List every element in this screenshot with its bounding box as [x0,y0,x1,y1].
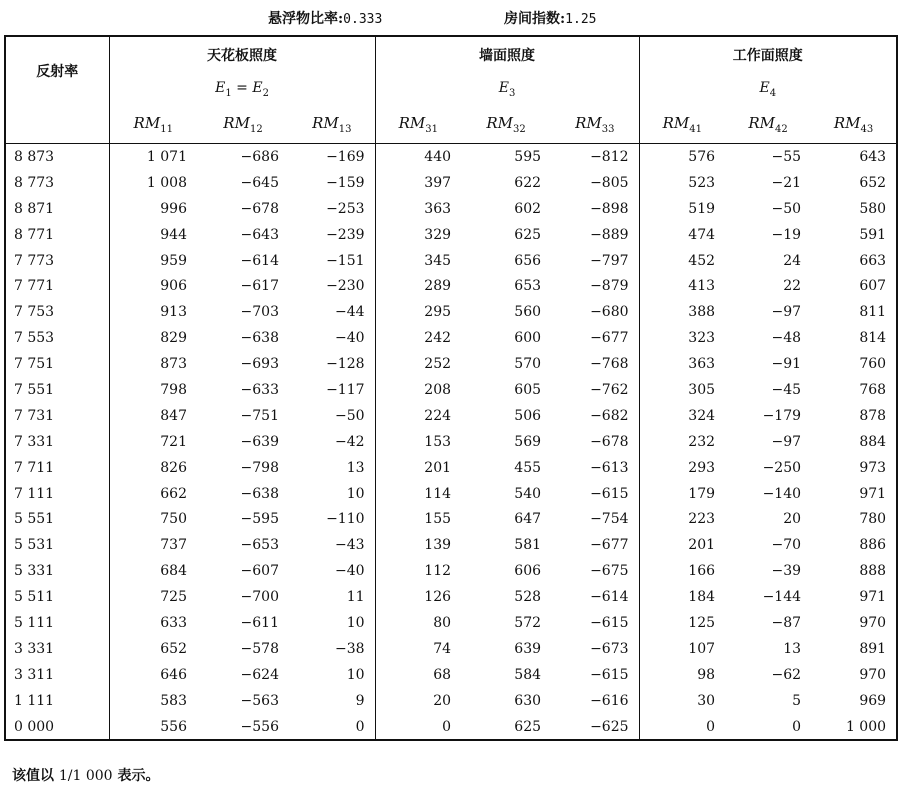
table-row [5,196,897,222]
ceiling-illuminance-header: 天花板照度 [109,36,375,73]
value-cell: −110 [289,506,375,532]
value-cell: −798 [240,459,279,476]
value-cell: 323 [688,330,716,347]
table-row [5,325,897,351]
value-cell: 886 [811,532,897,558]
value-cell: 959 [160,252,187,269]
suspended-matter-label: 悬浮物比率: [268,11,344,27]
table-caption [0,8,900,28]
value-cell: 10 [289,610,375,636]
reflectance-cell: 7 731 [5,403,109,429]
col-header: $RM_{33}$ [551,105,639,144]
value-cell: 647 [514,511,542,528]
value-cell: 179 [688,485,716,502]
reflectance-cell: 5 331 [5,558,109,584]
value-cell: 201 [424,459,452,476]
value-cell: 22 [783,278,802,295]
value-cell: 252 [424,356,452,373]
value-cell: −230 [289,273,375,299]
value-cell: 625 [461,714,551,741]
value-cell: 607 [811,273,897,299]
value-cell: 153 [424,433,452,450]
value-cell: −762 [551,377,639,403]
value-cell: 633 [160,614,187,631]
value-cell: 760 [811,351,897,377]
value-cell: 528 [514,589,542,606]
value-cell: −239 [289,222,375,248]
value-cell: −615 [551,662,639,688]
value-cell: 721 [160,433,187,450]
value-cell: 884 [811,429,897,455]
value-cell: 595 [514,148,542,165]
value-cell: 826 [160,459,187,476]
value-cell: 540 [514,485,542,502]
value-cell: 971 [811,584,897,610]
value-cell: 605 [514,381,542,398]
value-cell: −43 [289,532,375,558]
value-cell: −768 [551,351,639,377]
room-index [504,8,596,28]
table-row [5,429,897,455]
col-header: $RM_{32}$ [461,105,551,144]
room-index-label: 房间指数: [504,11,566,27]
value-cell: 20 [433,692,452,709]
reflectance-cell: 5 111 [5,610,109,636]
value-cell: 440 [424,148,452,165]
footnote-prefix: 该值以 [12,768,59,784]
table-row [5,403,897,429]
value-cell: −624 [240,666,279,683]
value-cell: 0 [639,714,725,741]
value-cell: −179 [762,407,802,424]
wall-illuminance-header: 墙面照度 [375,36,639,73]
table-row [5,455,897,481]
table-row [5,481,897,507]
value-cell: −643 [240,226,279,243]
value-cell: 208 [424,381,452,398]
value-cell: −250 [762,459,802,476]
value-cell: 10 [289,662,375,688]
value-cell: 780 [811,506,897,532]
value-cell: −682 [551,403,639,429]
value-cell: 572 [514,614,542,631]
value-cell: −21 [771,174,802,191]
value-cell: 684 [160,563,187,580]
value-cell: −879 [551,273,639,299]
reflectance-cell: 7 331 [5,429,109,455]
table-row [5,662,897,688]
value-cell: 639 [514,640,542,657]
value-cell: 201 [688,537,716,554]
value-cell: −40 [289,325,375,351]
value-cell: −680 [551,299,639,325]
value-cell: 814 [811,325,897,351]
reflectance-cell: 7 773 [5,248,109,274]
value-cell: 324 [688,407,716,424]
value-cell: 737 [160,537,187,554]
value-cell: 829 [160,330,187,347]
value-cell: −42 [289,429,375,455]
value-cell: −62 [771,666,802,683]
value-cell: −607 [240,563,279,580]
value-cell: 652 [160,640,187,657]
table-row [5,170,897,196]
value-cell: 455 [514,459,542,476]
value-cell: 107 [688,640,716,657]
value-cell: −151 [289,248,375,274]
value-cell: −159 [289,170,375,196]
table-row [5,610,897,636]
value-cell: −617 [240,278,279,295]
value-cell: −675 [551,558,639,584]
value-cell: −556 [197,714,289,741]
value-cell: 811 [811,299,897,325]
value-cell: 878 [811,403,897,429]
table-row [5,532,897,558]
value-cell: −140 [762,485,802,502]
table-row [5,273,897,299]
value-cell: −639 [240,433,279,450]
value-cell: 293 [688,459,716,476]
value-cell: −751 [240,407,279,424]
value-cell: 114 [424,485,452,502]
footnote-suffix: 表示。 [112,768,160,784]
value-cell: 363 [688,356,716,373]
value-cell: −40 [289,558,375,584]
value-cell: 98 [697,666,716,683]
value-cell: −615 [551,610,639,636]
value-cell: 970 [811,662,897,688]
value-cell: −678 [240,200,279,217]
reflectance-cell: 1 111 [5,688,109,714]
suspended-matter-value: 0.333 [343,12,383,27]
value-cell: 523 [688,174,716,191]
col-header: $RM_{42}$ [725,105,811,144]
value-cell: −55 [771,148,802,165]
value-cell: −39 [771,563,802,580]
reflectance-cell: 7 711 [5,455,109,481]
reflectance-cell: 5 531 [5,532,109,558]
value-cell: −614 [551,584,639,610]
value-cell: 971 [811,481,897,507]
value-cell: 643 [811,144,897,170]
value-cell: −50 [289,403,375,429]
value-cell: 519 [688,200,716,217]
table-row [5,714,897,741]
value-cell: 570 [514,356,542,373]
value-cell: 388 [688,304,716,321]
col-header: $RM_{12}$ [197,105,289,144]
reflectance-header: 反射率 [5,36,109,105]
reflectance-cell: 3 311 [5,662,109,688]
value-cell: 452 [688,252,716,269]
value-cell: 913 [160,304,187,321]
value-cell: 653 [514,278,542,295]
value-cell: −117 [289,377,375,403]
reflectance-cell: 5 511 [5,584,109,610]
value-cell: −578 [240,640,279,657]
value-cell: 126 [424,589,452,606]
value-cell: 345 [424,252,452,269]
value-cell: 873 [160,356,187,373]
value-cell: −44 [289,299,375,325]
value-cell: 725 [160,589,187,606]
value-cell: −613 [551,455,639,481]
value-cell: −87 [771,614,802,631]
value-cell: 155 [424,511,452,528]
value-cell: 112 [424,563,452,580]
value-cell: 74 [433,640,452,657]
table-row [5,688,897,714]
value-cell: 584 [514,666,542,683]
value-cell: 560 [514,304,542,321]
value-cell: 891 [811,636,897,662]
value-cell: −91 [771,356,802,373]
table-row [5,558,897,584]
value-cell: 474 [688,226,716,243]
table-row [5,584,897,610]
table-row [5,377,897,403]
value-cell: 413 [688,278,716,295]
value-cell: 576 [688,148,716,165]
value-cell: 166 [688,563,716,580]
table-row [5,636,897,662]
value-cell: 591 [811,222,897,248]
value-cell: 0 [375,714,461,741]
value-cell: 625 [514,226,542,243]
col-header: $RM_{41}$ [639,105,725,144]
value-cell: 363 [424,200,452,217]
value-cell: −50 [771,200,802,217]
value-cell: −653 [240,537,279,554]
value-cell: 768 [811,377,897,403]
value-cell: 969 [811,688,897,714]
value-cell: 602 [514,200,542,217]
value-cell: 24 [783,252,802,269]
value-cell: 847 [160,407,187,424]
value-cell: −693 [240,356,279,373]
value-cell: 556 [109,714,197,741]
value-cell: 646 [160,666,187,683]
value-cell: −700 [240,589,279,606]
value-cell: −97 [771,433,802,450]
reflectance-cell: 7 551 [5,377,109,403]
value-cell: 970 [811,610,897,636]
footnote-value: 1/1 000 [58,768,113,784]
value-cell: 906 [160,278,187,295]
value-cell: −805 [551,170,639,196]
table-row [5,248,897,274]
value-cell: 506 [514,407,542,424]
value-cell: 13 [783,640,802,657]
value-cell: −889 [551,222,639,248]
value-cell: −633 [240,381,279,398]
table-body [5,144,897,741]
value-cell: −638 [240,485,279,502]
value-cell: −128 [289,351,375,377]
reflectance-cell: 0 000 [5,714,109,741]
value-cell: 750 [160,511,187,528]
value-cell: 329 [424,226,452,243]
value-cell: −38 [289,636,375,662]
value-cell: 20 [783,511,802,528]
value-cell: 1 008 [146,174,187,191]
value-cell: 622 [514,174,542,191]
reflectance-cell: 7 111 [5,481,109,507]
footnote [12,765,159,785]
value-cell: 583 [160,692,187,709]
col-header: $RM_{11}$ [109,105,197,144]
value-cell: 125 [688,614,716,631]
col-header: $RM_{31}$ [375,105,461,144]
value-cell: 0 [289,714,375,741]
value-cell: 1 000 [811,714,897,741]
value-cell: 580 [811,196,897,222]
reflectance-header-spacer [5,105,109,144]
value-cell: 652 [811,170,897,196]
value-cell: 662 [160,485,187,502]
value-cell: 10 [289,481,375,507]
value-cell: −797 [551,248,639,274]
reflectance-cell: 8 773 [5,170,109,196]
value-cell: −97 [771,304,802,321]
value-cell: −677 [551,532,639,558]
col-header: $RM_{13}$ [289,105,375,144]
value-cell: 600 [514,330,542,347]
value-cell: −678 [551,429,639,455]
value-cell: −645 [240,174,279,191]
value-cell: −253 [289,196,375,222]
value-cell: 11 [289,584,375,610]
value-cell: −673 [551,636,639,662]
value-cell: −615 [551,481,639,507]
value-cell: 397 [424,174,452,191]
value-cell: 5 [792,692,802,709]
value-cell: 289 [424,278,452,295]
value-cell: 223 [688,511,716,528]
value-cell: 9 [289,688,375,714]
value-cell: −70 [771,537,802,554]
value-cell: −616 [551,688,639,714]
value-cell: −638 [240,330,279,347]
reflectance-cell: 7 771 [5,273,109,299]
value-cell: −625 [551,714,639,741]
value-cell: 224 [424,407,452,424]
reflectance-cell: 8 871 [5,196,109,222]
value-cell: −677 [551,325,639,351]
value-cell: −703 [240,304,279,321]
value-cell: −48 [771,330,802,347]
ceiling-equation: $E_1 = E_2$ [109,73,375,105]
suspended-matter-ratio [268,8,382,28]
value-cell: 798 [160,381,187,398]
value-cell: 232 [688,433,716,450]
value-cell: −611 [240,614,279,631]
value-cell: −812 [551,144,639,170]
value-cell: 996 [160,200,187,217]
reflectance-cell: 7 553 [5,325,109,351]
value-cell: −169 [289,144,375,170]
table-row [5,299,897,325]
value-cell: −595 [240,511,279,528]
room-index-value: 1.25 [565,12,597,27]
value-cell: 80 [433,614,452,631]
value-cell: 656 [514,252,542,269]
value-cell: 1 071 [146,148,187,165]
value-cell: 305 [688,381,716,398]
value-cell: 295 [424,304,452,321]
illuminance-table [4,35,898,741]
workplane-illuminance-header: 工作面照度 [639,36,897,73]
table-row [5,222,897,248]
reflectance-cell: 3 331 [5,636,109,662]
value-cell: 630 [514,692,542,709]
value-cell: −19 [771,226,802,243]
reflectance-cell: 7 753 [5,299,109,325]
value-cell: 663 [811,248,897,274]
value-cell: 242 [424,330,452,347]
value-cell: −754 [551,506,639,532]
reflectance-cell: 8 873 [5,144,109,170]
reflectance-cell: 7 751 [5,351,109,377]
value-cell: 606 [514,563,542,580]
value-cell: 0 [725,714,811,741]
wall-equation: $E_3$ [375,73,639,105]
value-cell: 569 [514,433,542,450]
value-cell: 888 [811,558,897,584]
table-row [5,144,897,170]
value-cell: −614 [240,252,279,269]
reflectance-cell: 5 551 [5,506,109,532]
value-cell: −45 [771,381,802,398]
value-cell: −144 [762,589,802,606]
value-cell: 139 [424,537,452,554]
value-cell: −563 [240,692,279,709]
value-cell: −686 [240,148,279,165]
value-cell: −898 [551,196,639,222]
col-header: $RM_{43}$ [811,105,897,144]
workplane-equation: $E_4$ [639,73,897,105]
value-cell: 13 [289,455,375,481]
value-cell: 30 [697,692,716,709]
value-cell: 944 [160,226,187,243]
table-row [5,506,897,532]
value-cell: 973 [811,455,897,481]
table-row [5,351,897,377]
value-cell: 581 [514,537,542,554]
reflectance-cell: 8 771 [5,222,109,248]
value-cell: 184 [688,589,716,606]
value-cell: 68 [433,666,452,683]
